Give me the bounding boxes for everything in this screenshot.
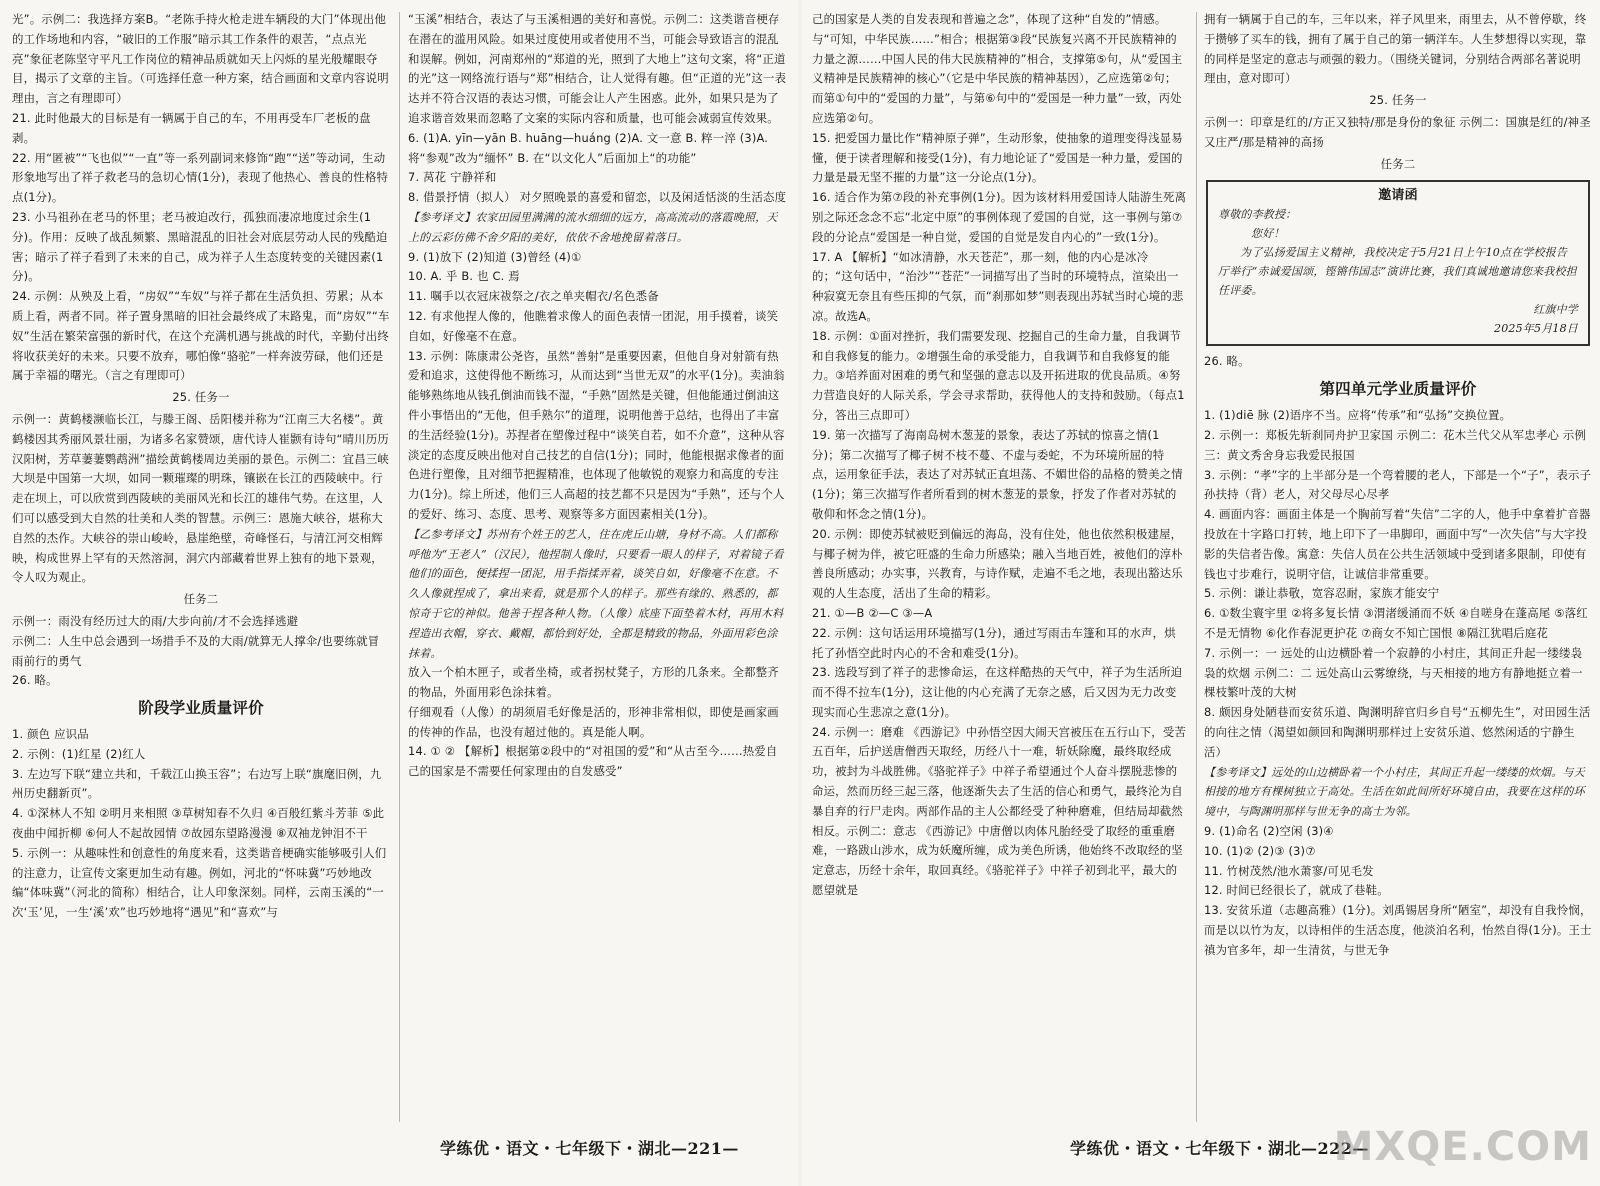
invitation-title: 邀请函 — [1378, 188, 1418, 204]
invitation-hello: 您好！ — [1251, 227, 1285, 241]
answer-paragraph: 示例一：雨没有经历过大的雨/大步向前/才不会选择逃避 — [12, 613, 299, 628]
answer-paragraph: 拥有一辆属于自己的车，三年以来，祥子风里来，雨里去，从不曾停歇，终于攒够了买车的钱，拥有了属于自己的第一辆洋车。人生梦想得以实现，靠的同样是坚定的意志与顽强的毅力。（围绕关键词，分别结合两部名著说明理由，意对即可） — [1204, 12, 1587, 86]
answer-paragraph: 4. ①深林人不知 ②明月来相照 ③草树知春不久归 ④百般红紫斗芳菲 ⑤此夜曲中闻折柳 ⑥何人不起故园情 ⑦故园东望路漫漫 ⑧双袖龙钟泪不干 — [12, 806, 385, 841]
answer-paragraph: 9. (1)命名 (2)空闲 (3)④ — [1204, 823, 1334, 838]
column-1 — [12, 10, 390, 1125]
answer-paragraph: 17. A 【解析】“如冰清静，水天苍茫”，那一刻，他的内心是冰冷的；“这句话中，“治沙”“苍茫”一词描写出了当时的环境特点，渲染出一种寂寞无奈且有些压抑的气氛，而“刹那如梦”则表现出苏轼当时心境的悲凉。故选A。 — [812, 249, 1184, 323]
column-divider — [1196, 12, 1197, 1122]
answer-paragraph: 8. 借景抒情（拟人） 对夕照晚景的喜爱和留恋，以及闲适恬淡的生活态度 — [408, 190, 787, 205]
answer-paragraph: 23. 选段写到了祥子的悲惨命运，在这样酷热的天气中，祥子为生活所迫而不得不拉车(1分)，这让他的内心充满了无奈之感，后又因为无力改变现实而心生悲凉之意(1分)。 — [812, 665, 1183, 719]
page-footer-right: 学练优・语文・七年级下・湖北—222— — [1070, 1139, 1369, 1158]
answer-paragraph: 2. 示例一：郑板先斩刹同舟护卫家国 示例二：花木兰代父从军忠孝心 示例三：黄文秀舍身忘我爱民报国 — [1204, 427, 1587, 462]
left-page — [0, 0, 798, 1186]
answer-paragraph: 7. 莴花 宁静祥和 — [408, 170, 497, 185]
answer-paragraph: 18. 示例：①面对挫折，我们需要发现、挖掘自己的生命力量，自我调节和自我修复的能力。②增强生命的承受能力，自我调节和自我修复的能力。③培养面对困难的勇气和坚强的意志以及开拓进取的优良品质。④努力营造良好的人际关系，学会寻求帮助，获得他人的支持和鼓励。（每点1分，答出三点即可） — [812, 328, 1185, 422]
answer-paragraph: 6. ①数尘寰宇里 ②将多复长情 ③渭渚缓涌而不妖 ④自嗟身在蓬高尾 ⑤落红不是无情物 ⑥化作春泥更护花 ⑦商女不知亡国恨 ⑧隔江犹唱后庭花 — [1204, 606, 1588, 640]
answer-paragraph: 13. 安贫乐道（志趣高雅）(1分)。刘禹锡居身所“陋室”，却没有自我怜悯，而是以以竹为友，以诗相伴的生活态度，他淡泊名利，怡然自得(1分)。王士禛为官多年，却一生清贫，与世无争 — [1204, 903, 1592, 957]
answer-paragraph: 24. 示例：从殃及上看，“房奴”“车奴”与祥子都在生活负担、劳累；从本质上看，两者不同。祥子置身黑暗的旧社会最终成了末路鬼，而“房奴”“车奴”生活在繁荣富强的新时代，在这个充满机遇与挑战的时代，辛勤付出终将收获美好的未来。只要不放弃，哪怕像“骆驼”一样奔波劳碌，他们还是属于幸福的曙光。（言之有理即可） — [12, 289, 390, 383]
answer-paragraph: 己的国家是人类的自发表现和普遍之念”，体现了这种“自发的”情感。与“可知，中华民族……”相合；根据第③段“民族复兴离不开民族精神的力量之源……中国人民的伟大民族精神的”相合，支撑第⑤句，从“爱国主义精神是民族精神的核心”（它是中华民族的精神基因），乙应选第②句；而第①句中的“爱国的力量”，与第⑥句中的“爱国是一种力量”一致，丙处应选第②句。 — [812, 12, 1183, 125]
reference-translation: 【乙参考译文】苏州有个姓王的艺人，住在虎丘山塘，身材不高。人们都称呼他为“王老人”（汉民），他捏制人像时，只要看一眼人的样子，对着镜子看他们的面色，便揉捏一团泥，用手指揉弄着，谈笑自如，好像毫不在意。不久人像就捏成了，拿出来看，就是那个人的样子。那些有缘的、熟悉的，都惊奇于它的神似。他善于捏各种人物。（人像）底座下面垫着木材，再用木料捏造出衣帽，穿衣、戴帽，都恰到好处，全都是精致的物品，外面用彩色涂抹着。 — [408, 527, 784, 660]
answer-paragraph: 20. 示例：即使苏轼被贬到偏远的海岛，没有住处，他也依然积极建屋，与椰子树为伴，被它旺盛的生命力所感染；融入当地百姓，被他们的淳朴善良所感动；办实事，兴教育，与诗作赋，走遍不毛之地，表现出豁达乐观的人生态度，活出了生命的精彩。 — [812, 526, 1183, 601]
column-4 — [1204, 10, 1592, 1125]
answer-paragraph: 5. 示例一：从趣味性和创意性的角度来看，这类谐音梗确实能够吸引人们的注意力，让宣传文案更加生动有趣。例如，河北的“怀味冀”巧妙地改编“体味冀”（河北的简称）相结合，让人印象深刻。同样，云南玉溪的“一次‘玉’见，一生‘溪’欢”也巧妙地将“遇见”和“喜欢”与 — [12, 845, 387, 920]
invitation-school: 红旗中学 — [1533, 303, 1578, 317]
answer-paragraph: 1. 颜色 应识品 — [12, 727, 89, 742]
answer-paragraph: 光”。示例二：我选择方案B。“老陈手持火枪走进车辆段的大门”体现出他的工作场地和内容，“破旧的工作服”暗示其工作条件的艰苦，“点点光亮”象征老陈坚守平凡工作岗位的精神品质就如天上闪烁的星光般耀眼夺目，揭示了文章的主旨。（可选择任意一种方案，结合画面和文章内容说明理由，言之有理即可） — [12, 12, 389, 106]
task-heading: 任务二 — [183, 592, 219, 607]
answer-paragraph: 仔细观看（人像）的胡须眉毛好像是活的，形神非常相似，即使是画家画的传神的作品，也没有超过他的。真是能人啊。 — [408, 704, 779, 739]
page-footer-left: 学练优・语文・七年级下・湖北—221— — [440, 1139, 739, 1158]
answer-paragraph: 12. 时间已经很长了，就成了巷鞋。 — [1204, 883, 1389, 898]
answer-paragraph: 26. 略。 — [1204, 354, 1250, 369]
answer-paragraph: 示例二：人生中总会遇到一场措手不及的大雨/就算无人撑伞/也要练就冒雨前行的勇气 — [12, 633, 380, 668]
answer-paragraph: 15. 把爱国力量比作“精神原子弹”，生动形象，使抽象的道理变得浅显易懂，便于读者理解和接受(1分)，有力地论证了“爱国是一种力量，爱国的力量是最无坚不摧的力量”这一分论点(1分)。 — [812, 130, 1183, 185]
section-heading: 第四单元学业质量评价 — [1319, 379, 1477, 399]
answer-paragraph: 6. (1)A. yīn—yān B. huāng—huáng (2)A. 文一意 B. 粹一淬 (3)A. 将“参观”改为“缅怀” B. 在“以文化人”后面加上“的功能” — [408, 130, 769, 165]
invitation-body: 为了弘扬爱国主义精神，我校决定于5月21日上午10点在学校报告厅举行“赤诚爱国颂，铿锵伟国志”演讲比赛，我们真诚地邀请您来我校担任评委。 — [1218, 246, 1577, 298]
answer-paragraph: 2. 示例：(1)红星 (2)红人 — [12, 746, 146, 761]
answer-paragraph: 示例一：印章是红的/方正又独特/那是身份的象征 示例二：国旗是红的/神圣又庄严/那是精神的高扬 — [1204, 114, 1591, 149]
section-heading: 阶段学业质量评价 — [138, 698, 264, 718]
answer-paragraph: 7. 示例一：一 远处的山边横卧着一个寂静的小村庄，其间正升起一缕缕袅袅的炊烟 示例二：二 远处高山云雾缭绕，与天相接的地方有静地挺立着一棵枝繁叶茂的大树 — [1204, 645, 1583, 700]
answer-paragraph: “玉溪”相结合，表达了与玉溪相遇的美好和喜悦。示例二：这类谐音梗存在潜在的滥用风险。如果过度使用或者使用不当，可能会导致语言的混乱和误解。例如，河南郑州的“郑道的光，照到了大地上”这句文案，将“正道的光”这一网络流行语与“郑”相结合，让人觉得有趣。但“正道的光”这一表达并不符合汉语的表达习惯，可能会让人产生困惑。此外，如果只是为了追求谐音效果而忽略了文案的实际内容和质量，也可能会减弱宣传效果。 — [408, 12, 787, 125]
invitation-date: 2025年5月18日 — [1494, 322, 1578, 336]
answer-paragraph: 11. 竹树茂然/池水萧寥/可见毛发 — [1204, 863, 1374, 878]
invitation-greeting: 尊敬的李教授： — [1218, 208, 1297, 222]
column-4-bottom — [1204, 352, 1592, 960]
answer-paragraph: 10. A. 乎 B. 也 C. 焉 — [408, 269, 520, 284]
answer-paragraph: 22. 用“匿被”“飞也似”“一直”等一系列副词来修饰“跑”“送”等动词，生动形象地写出了祥子救老马的急切心情(1分)，表现了他热心、善良的性格特点(1分)。 — [12, 150, 389, 205]
answer-paragraph: 21. ①—B ②—C ③—A — [812, 605, 933, 620]
answer-paragraph: 16. 适合作为第⑦段的补充事例(1分)。因为该材料用爱国诗人陆游生死离别之际还念念不忘“北定中原”的事例体现了爱国的自觉，这一事例与第⑦段的分论点“爱国是一种自觉，爱国的自觉是发自内心的”一致(1分)。 — [812, 190, 1187, 244]
column-3 — [812, 10, 1187, 1125]
answer-paragraph: 23. 小马祖孙在老马的怀里；老马被迫改行，孤独而凄凉地度过余生(1分)。作用：反映了战乱频繁、黑暗混乱的旧社会对底层劳动人民的残酷迫害；暗示了祥子看到了未来的自己，成为祥子人生态度转变的关键因素(1分)。 — [12, 209, 388, 284]
task-heading: 任务二 — [1380, 156, 1416, 171]
answer-paragraph: 12. 有求他捏人像的，他瞧着求像人的面色表情一团泥，用手摸着，谈笑自如，好像毫不在意。 — [408, 308, 779, 343]
answer-paragraph: 示例一：黄鹤楼濒临长江，与滕王阁、岳阳楼并称为“江南三大名楼”。黄鹤楼因其秀丽风景壮丽，为诸多名家赞颂，唐代诗人崔颢有诗句“晴川历历汉阳树，芳草萋萋鹦鹉洲”描绘黄鹤楼周边美丽的景色。示例二：宜昌三峡大坝是中国第一大坝，如同一颗璀璨的明珠，镶嵌在长江的西陵峡中。行走在坝上，可以欣赏到西陵峡的美丽风光和长江的雄伟气势。在这里，人们可以感受到大自然的壮美和人类的智慧。示例三：恩施大峡谷，堪称大自然的杰作。大峡谷的崇山峻岭，悬崖绝壁，奇峰怪石，与清江河交相辉映，构成世界上罕有的天然溶洞，洞穴内部藏着世界上独有的地下景观，令人叹为观止。 — [12, 411, 390, 585]
answer-paragraph: 3. 示例：“孝”字的上半部分是一个弯着腰的老人，下部是一个“子”，表示子孙扶持（背）老人，对父母尽心尽孝 — [1204, 467, 1592, 502]
answer-paragraph: 22. 示例：这句话运用环境描写(1分)，通过写雨击车篷和耳的水声，烘托了孙悟空此时内心的不舍和难受(1分)。 — [812, 625, 1176, 660]
invitation-letter — [1206, 180, 1590, 346]
answer-paragraph: 3. 左边写下联“建立共和，千载江山换玉容”；右边写上联“旗麾旧例，九州历史翻新页”。 — [12, 766, 382, 801]
reference-translation: 【参考译文】农家田园里满满的流水细细的远方，高高流动的落霞晚照，天上的云彩仿佛不舍夕阳的美好，依依不舍地挽留着落日。 — [408, 210, 778, 244]
answer-paragraph: 19. 第一次描写了海南岛树木葱茏的景象，表达了苏轼的惊喜之情(1分)；第二次描写了椰子树不枝不蔓、不虚与委蛇，不为环境所屈的特点，运用象征手法，表达了对苏轼正直坦荡、不媚世俗的品格的赞美之情(1分)；第三次描写作者所看到的树木葱茏的景象，抒发了作者对苏轼的敬仰和怀念之情(1分)。 — [812, 427, 1183, 521]
right-page — [802, 0, 1600, 1186]
answer-paragraph: 8. 颇因身处陋巷而安贫乐道、陶渊明辞官归乡自号“五柳先生”，对田园生活的向往之情（渴望如颜回和陶渊明那样过上安贫乐道、悠然闲适的宁静生活） — [1204, 705, 1591, 759]
reference-translation: 【参考译文】远处的山边横卧着一个小村庄，其间正升起一缕缕的炊烟。与天相接的地方有棵树独立于高处。生活在如此间所好环境自由，我要在这样的环境中，与陶渊明那样与世无争的高士为邻。 — [1204, 765, 1585, 819]
answer-paragraph: 1. (1)diē 脉 (2)语序不当。应将“传承”和“弘扬”交换位置。 — [1204, 408, 1512, 423]
answer-paragraph: 14. ① ② 【解析】根据第②段中的“对祖国的爱”和“从古至今……热爱自己的国家是不需要任何家理由的自发感受” — [408, 744, 778, 779]
answer-paragraph: 21. 此时他最大的目标是有一辆属于自己的车，不用再受车厂老板的盘剥。 — [12, 110, 371, 145]
answer-paragraph: 10. (1)② (2)③ (3)⑦ — [1204, 843, 1316, 858]
column-divider — [399, 12, 400, 1122]
answer-paragraph: 24. 示例一：磨难 《西游记》中孙悟空因大闹天宫被压在五行山下，受苦五百年，后护送唐僧西天取经，历经八十一难，斩妖除魔，最终取经成功，被封为斗战胜佛。《骆驼祥子》中祥子希望通过个人奋斗摆脱悲惨的命运，然而历经三起三落，他逐渐失去了生活的信心和勇气，最终沦为自暴自弃的行尸走肉。两部作品的主人公都经受了种种磨难，但结局却截然相反。示例二：意志 《西游记》中唐僧以肉体凡胎经受了取经的重重磨难，一路跋山涉水，成为妖魔所缠，成为美色所诱，他始终不改取经的坚定意志，历经十余年，取回真经。《骆驼祥子》中祥子初到北平，最大的愿望就是 — [812, 724, 1187, 898]
answer-paragraph: 26. 略。 — [12, 673, 58, 688]
answer-paragraph: 4. 画面内容：画面主体是一个胸前写着“失信”二字的人，他手中拿着扩音器投放在十字路口打转，地上印下了一串脚印，画面中写“一次失信”与大字投影的失信者告像。寓意：失信人员在公共生活领域中受到诸多限制，印使有钱也寸步难行，说明守信，让诚信非常重要。 — [1204, 507, 1591, 581]
answer-paragraph: 放入一个柏木匣子，或者坐椅，或者拐杖凳子，方形的几条来。全都整齐的物品，外面用彩色涂抹着。 — [408, 665, 779, 700]
column-2 — [408, 10, 788, 1125]
answer-paragraph: 11. 嘱手以衣冠床祓祭之/衣之单夹帽衣/名色悉备 — [408, 289, 659, 304]
task-heading: 25. 任务一 — [1369, 93, 1427, 108]
watermark-logo: MXQE.COM — [1333, 1124, 1592, 1170]
task-heading: 25. 任务一 — [172, 390, 230, 405]
answer-paragraph: 5. 示例：谦让恭敬，宽容忍耐，家族才能安宁 — [1204, 586, 1440, 601]
answer-paragraph: 13. 示例：陈康肃公尧咨，虽然“善射”是重要因素，但他自身对射箭有热爱和追求，这使得他不断练习，从而达到“当世无双”的水平(1分)。卖油翁能够熟练地从钱孔倒油而钱不湿，“手熟”固然是关键，但他能通过倒油这件小事悟出的“无他，但手熟尔”的道理，说明他善于总结，也得出了丰富的生活经验(1分)。苏捏者在塑像过程中“谈笑自若，如不介意”，这种从容淡定的态度反映出他对自己技艺的自信(1分)；同时，他能根据求像者的面色进行塑像，且对细节把握精准，也体现了他敏锐的观察力和高度的专注力(1分)。综上所述，他们三人高超的技艺都不只是因为“手熟”，还与个人的爱好、练习、态度、思考、观察等多方面因素相关(1分)。 — [408, 348, 785, 521]
answer-paragraph: 9. (1)放下 (2)知道 (3)曾经 (4)① — [408, 249, 582, 264]
column-4-top — [1204, 10, 1592, 174]
